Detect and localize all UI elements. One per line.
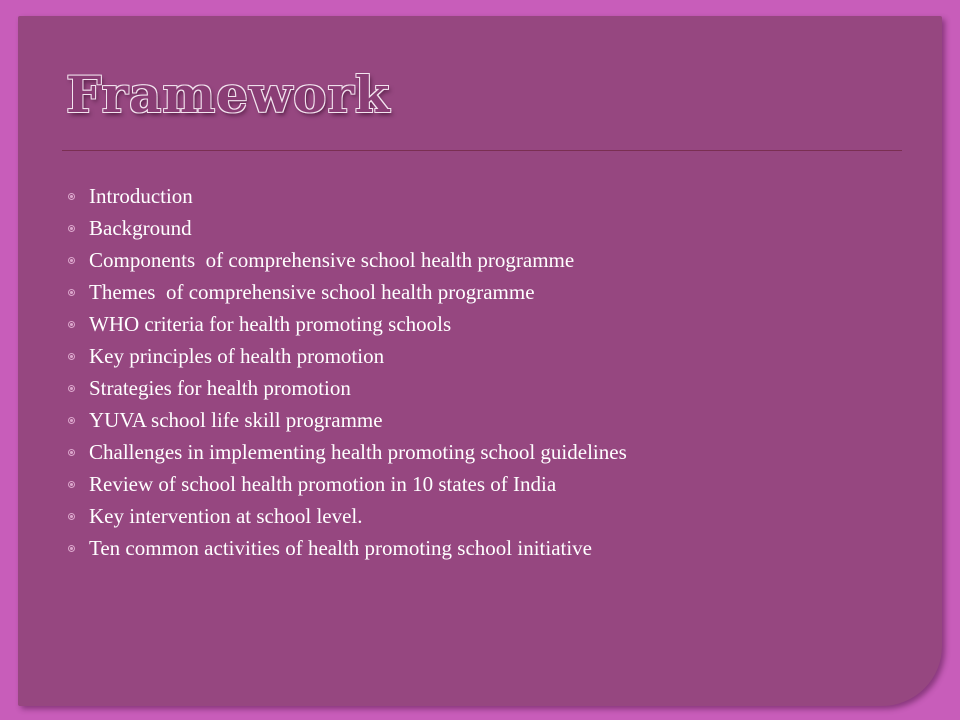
title-divider — [62, 150, 902, 151]
list-item — [66, 276, 627, 308]
circle-bullet-icon — [66, 287, 76, 297]
list-item-text: WHO criteria for health promoting schools — [89, 311, 452, 336]
list-item-text: Components of comprehensive school health programme — [89, 247, 575, 272]
list-item — [66, 340, 627, 372]
list-item — [66, 244, 627, 276]
bullet-list — [66, 180, 627, 564]
list-item-text: Challenges in implementing health promoting school guidelines — [89, 439, 627, 464]
list-item-text: Key principles of health promotion — [89, 343, 385, 368]
circle-bullet-icon — [66, 351, 76, 361]
circle-bullet-icon — [66, 415, 76, 425]
list-item — [66, 500, 627, 532]
circle-bullet-icon — [66, 223, 76, 233]
list-item-text: Themes of comprehensive school health programme — [89, 279, 535, 304]
circle-bullet-icon — [66, 447, 76, 457]
list-item-text: Key intervention at school level. — [89, 503, 363, 528]
list-item — [66, 212, 627, 244]
list-item — [66, 180, 627, 212]
list-item-text: Ten common activities of health promoting school initiative — [89, 535, 593, 560]
list-item-text: Review of school health promotion in 10 states of India — [89, 471, 557, 496]
list-item-text: YUVA school life skill programme — [89, 407, 383, 432]
list-item — [66, 404, 627, 436]
list-item — [66, 436, 627, 468]
list-item — [66, 308, 627, 340]
circle-bullet-icon — [66, 543, 76, 553]
circle-bullet-icon — [66, 191, 76, 201]
circle-bullet-icon — [66, 255, 76, 265]
list-item-text: Background — [89, 215, 192, 240]
circle-bullet-icon — [66, 511, 76, 521]
slide-title: Framework — [66, 65, 391, 124]
list-item — [66, 532, 627, 564]
circle-bullet-icon — [66, 383, 76, 393]
list-item-text: Strategies for health promotion — [89, 375, 351, 400]
list-item — [66, 372, 627, 404]
list-item — [66, 468, 627, 500]
circle-bullet-icon — [66, 479, 76, 489]
circle-bullet-icon — [66, 319, 76, 329]
list-item-text: Introduction — [89, 183, 193, 208]
